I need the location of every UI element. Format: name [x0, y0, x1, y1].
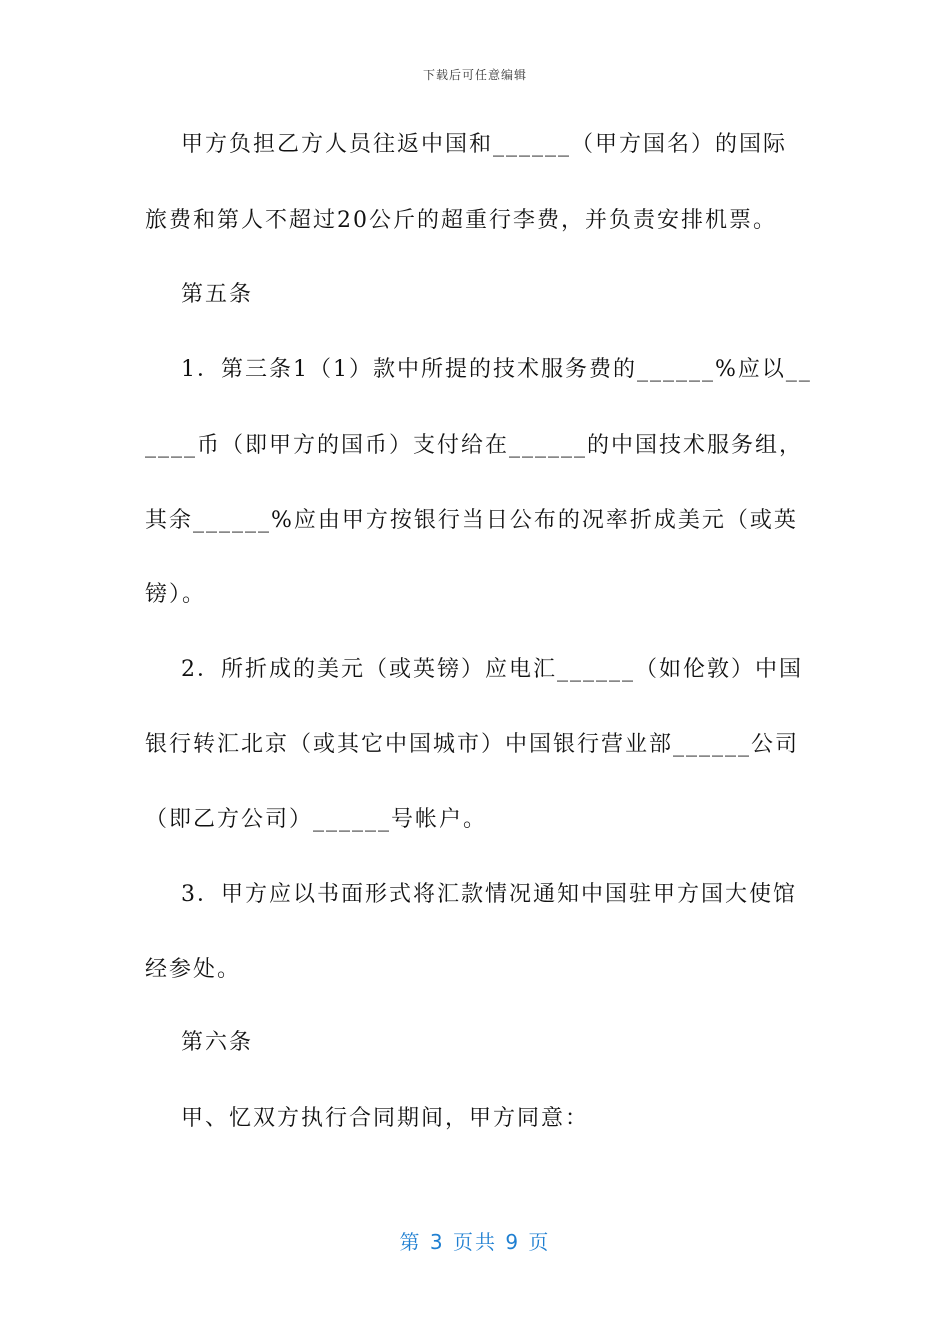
body-line: 1．第三条1（1）款中所提的技术服务费的______%应以__: [145, 357, 812, 382]
body-line: 镑）。: [145, 582, 207, 607]
body-line: 3．甲方应以书面形式将汇款情况通知中国驻甲方国大使馆: [145, 882, 797, 907]
body-line: ____币（即甲方的国币）支付给在______的中国技术服务组，: [145, 433, 804, 458]
body-line: 银行转汇北京（或其它中国城市）中国银行营业部______公司: [145, 732, 800, 757]
body-line: 2．所折成的美元（或英镑）应电汇______（如伦敦）中国: [145, 657, 803, 682]
page-header: 下载后可任意编辑: [422, 68, 527, 82]
body-line: （即乙方公司）______号帐户。: [145, 807, 488, 832]
body-line: 经参处。: [145, 957, 242, 982]
body-line: 甲、忆双方执行合同期间，甲方同意：: [145, 1106, 589, 1131]
body-line: 甲方负担乙方人员往返中国和______（甲方国名）的国际: [145, 132, 787, 157]
body-line: 旅费和第人不超过20公斤的超重行李费，并负责安排机票。: [145, 208, 777, 233]
body-line: 其余______%应由甲方按银行当日公布的况率折成美元（或英: [145, 508, 798, 533]
page-number: 第 3 页共 9 页: [399, 1230, 551, 1254]
section-heading: 第六条: [145, 1030, 253, 1055]
section-heading: 第五条: [145, 282, 253, 307]
